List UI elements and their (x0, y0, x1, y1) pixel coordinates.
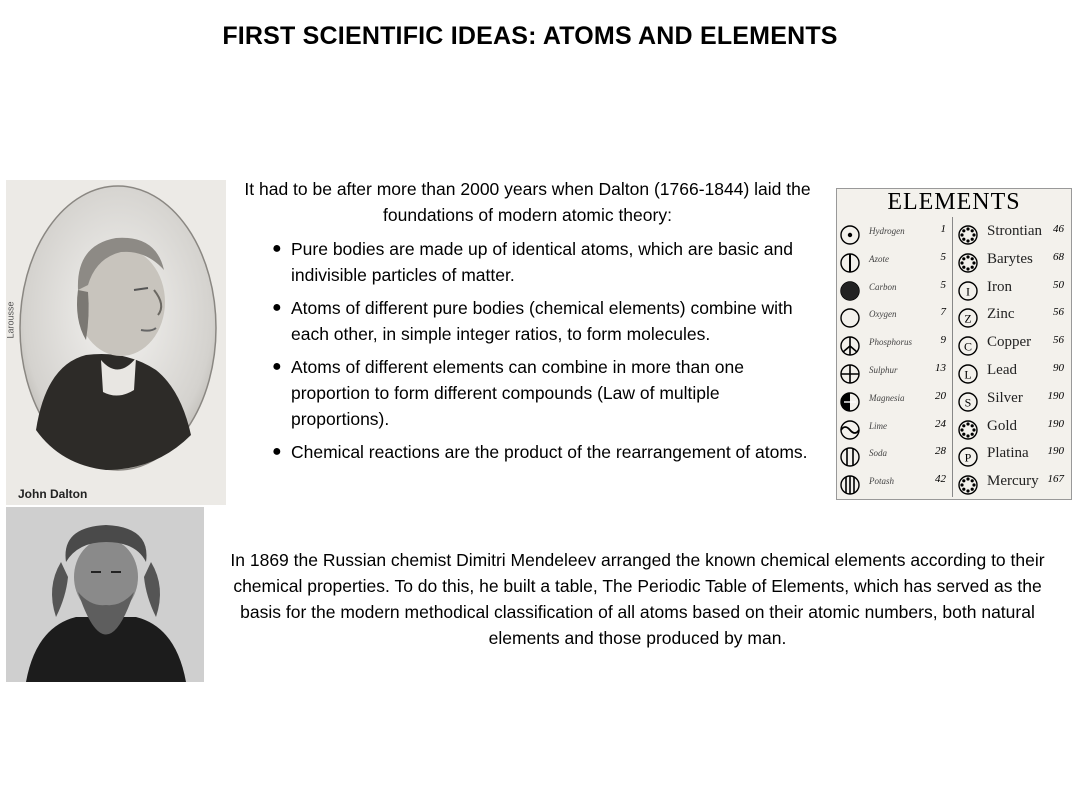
element-symbol-icon (957, 474, 979, 501)
element-symbol-icon (839, 224, 861, 251)
element-name: Phosphorus (869, 337, 913, 348)
element-weight: 190 (1047, 417, 1064, 430)
svg-text:I: I (966, 284, 970, 299)
element-weight: 56 (1053, 306, 1064, 319)
element-weight: 20 (935, 389, 946, 402)
element-symbol-icon (957, 252, 979, 279)
element-name: Iron (987, 278, 1012, 295)
mendeleev-portrait (6, 507, 204, 682)
svg-text:Z: Z (964, 311, 972, 326)
element-symbol-icon (957, 419, 979, 446)
element-left-row (837, 388, 952, 414)
element-name: Carbon (869, 281, 897, 292)
element-weight: 68 (1053, 250, 1064, 263)
element-name: Mercury (987, 473, 1039, 490)
element-symbol-icon (957, 391, 979, 418)
element-name: Strontian (987, 223, 1042, 239)
element-left-row (837, 304, 952, 330)
element-right-row (955, 388, 1070, 414)
element-weight: 28 (935, 445, 946, 458)
element-name: Sulphur (869, 365, 898, 375)
element-weight: 190 (1047, 445, 1064, 458)
element-weight: 167 (1047, 473, 1064, 486)
mendeleev-text: In 1869 the Russian chemist Dimitri Mendeleev arranged the known chemical elements according to their chemical properties. To do this, he built a table, The Periodic Table of Elements, which has served as the basis for the modern methodical classification of all atoms based on their atomic numbers, both natural elements and those produced by man. (230, 550, 1045, 648)
element-right-row (955, 249, 1070, 275)
element-left-row (837, 249, 952, 275)
element-right-row (955, 221, 1070, 247)
element-name: Silver (987, 389, 1023, 406)
list-item: ● Atoms of different elements can combine in more than one proportion to form different compounds (Law of multiple proportions). (270, 354, 815, 432)
element-left-row (837, 332, 952, 358)
element-name: Platina (987, 445, 1029, 462)
svg-text:P: P (964, 450, 972, 465)
dalton-portrait (6, 180, 226, 505)
element-weight: 5 (940, 250, 946, 263)
element-name: Lime (869, 420, 887, 431)
element-name: Barytes (987, 250, 1033, 267)
element-name: Gold (987, 417, 1017, 434)
element-name: Azote (869, 253, 889, 264)
element-name: Potash (869, 476, 895, 487)
element-symbol-icon (839, 363, 861, 390)
dalton-theory-list (270, 236, 815, 472)
element-weight: 90 (1053, 362, 1064, 374)
dalton-elements-table (836, 188, 1072, 500)
svg-text:S: S (964, 395, 972, 410)
element-symbol-icon (957, 224, 979, 251)
element-right-row (955, 304, 1070, 330)
element-symbol-icon (839, 280, 861, 307)
element-name: Magnesia (869, 392, 905, 403)
element-symbol-icon (839, 391, 861, 418)
list-item: ● Chemical reactions are the product of the rearrangement of atoms. (270, 439, 815, 465)
bullet-icon: ● (272, 299, 282, 316)
element-weight: 56 (1053, 334, 1064, 347)
element-right-row (955, 471, 1070, 497)
element-symbol-icon (957, 335, 979, 362)
element-symbol-icon (839, 474, 861, 501)
element-weight: 42 (935, 473, 946, 486)
bullet-icon: ● (272, 358, 282, 375)
list-item: ● Pure bodies are made up of identical atoms, which are basic and indivisible particles of matter. (270, 236, 815, 288)
element-name: Zinc (987, 306, 1015, 323)
element-name: Hydrogen (869, 226, 905, 236)
element-weight: 9 (940, 334, 946, 347)
element-symbol-icon (839, 419, 861, 446)
element-left-row (837, 360, 952, 386)
element-left-row (837, 221, 952, 247)
element-left-row (837, 416, 952, 442)
element-weight: 46 (1053, 223, 1064, 235)
element-symbol-icon (957, 446, 979, 473)
element-weight: 190 (1047, 389, 1064, 402)
elements-table-title: ELEMENTS (887, 189, 1021, 215)
element-name: Copper (987, 334, 1032, 351)
element-symbol-icon (839, 335, 861, 362)
element-symbol-icon (957, 363, 979, 390)
dalton-caption: John Dalton (18, 487, 88, 501)
element-left-row (837, 443, 952, 469)
slide-title: FIRST SCIENTIFIC IDEAS: ATOMS AND ELEMENTS (222, 22, 838, 50)
element-right-row (955, 332, 1070, 358)
element-symbol-icon (839, 446, 861, 473)
element-symbol-icon (839, 252, 861, 279)
element-weight: 24 (935, 417, 946, 430)
element-symbol-icon (839, 307, 861, 334)
bullet-icon: ● (272, 443, 282, 460)
photo-side-label: Larousse (6, 301, 16, 339)
element-name: Lead (987, 362, 1017, 378)
element-name: Oxygen (869, 309, 897, 320)
element-symbol-icon (957, 280, 979, 307)
element-name: Soda (869, 448, 887, 459)
element-weight: 1 (940, 223, 946, 235)
element-right-row (955, 277, 1070, 303)
element-right-row (955, 443, 1070, 469)
element-weight: 50 (1053, 278, 1064, 291)
svg-text:C: C (963, 339, 973, 354)
bullet-icon: ● (272, 240, 282, 257)
element-right-row (955, 360, 1070, 386)
intro-text: It had to be after more than 2000 years when Dalton (1766-1844) laid the foundations of modern atomic theory: (244, 179, 811, 225)
element-weight: 13 (935, 362, 946, 374)
element-right-row (955, 416, 1070, 442)
element-symbol-icon (957, 307, 979, 334)
element-left-row (837, 277, 952, 303)
element-left-row (837, 471, 952, 497)
element-weight: 7 (940, 306, 946, 319)
svg-text:L: L (964, 367, 972, 382)
element-weight: 5 (940, 278, 946, 291)
list-item: ● Atoms of different pure bodies (chemical elements) combine with each other, in simple integer ratios, to form molecules. (270, 295, 815, 347)
